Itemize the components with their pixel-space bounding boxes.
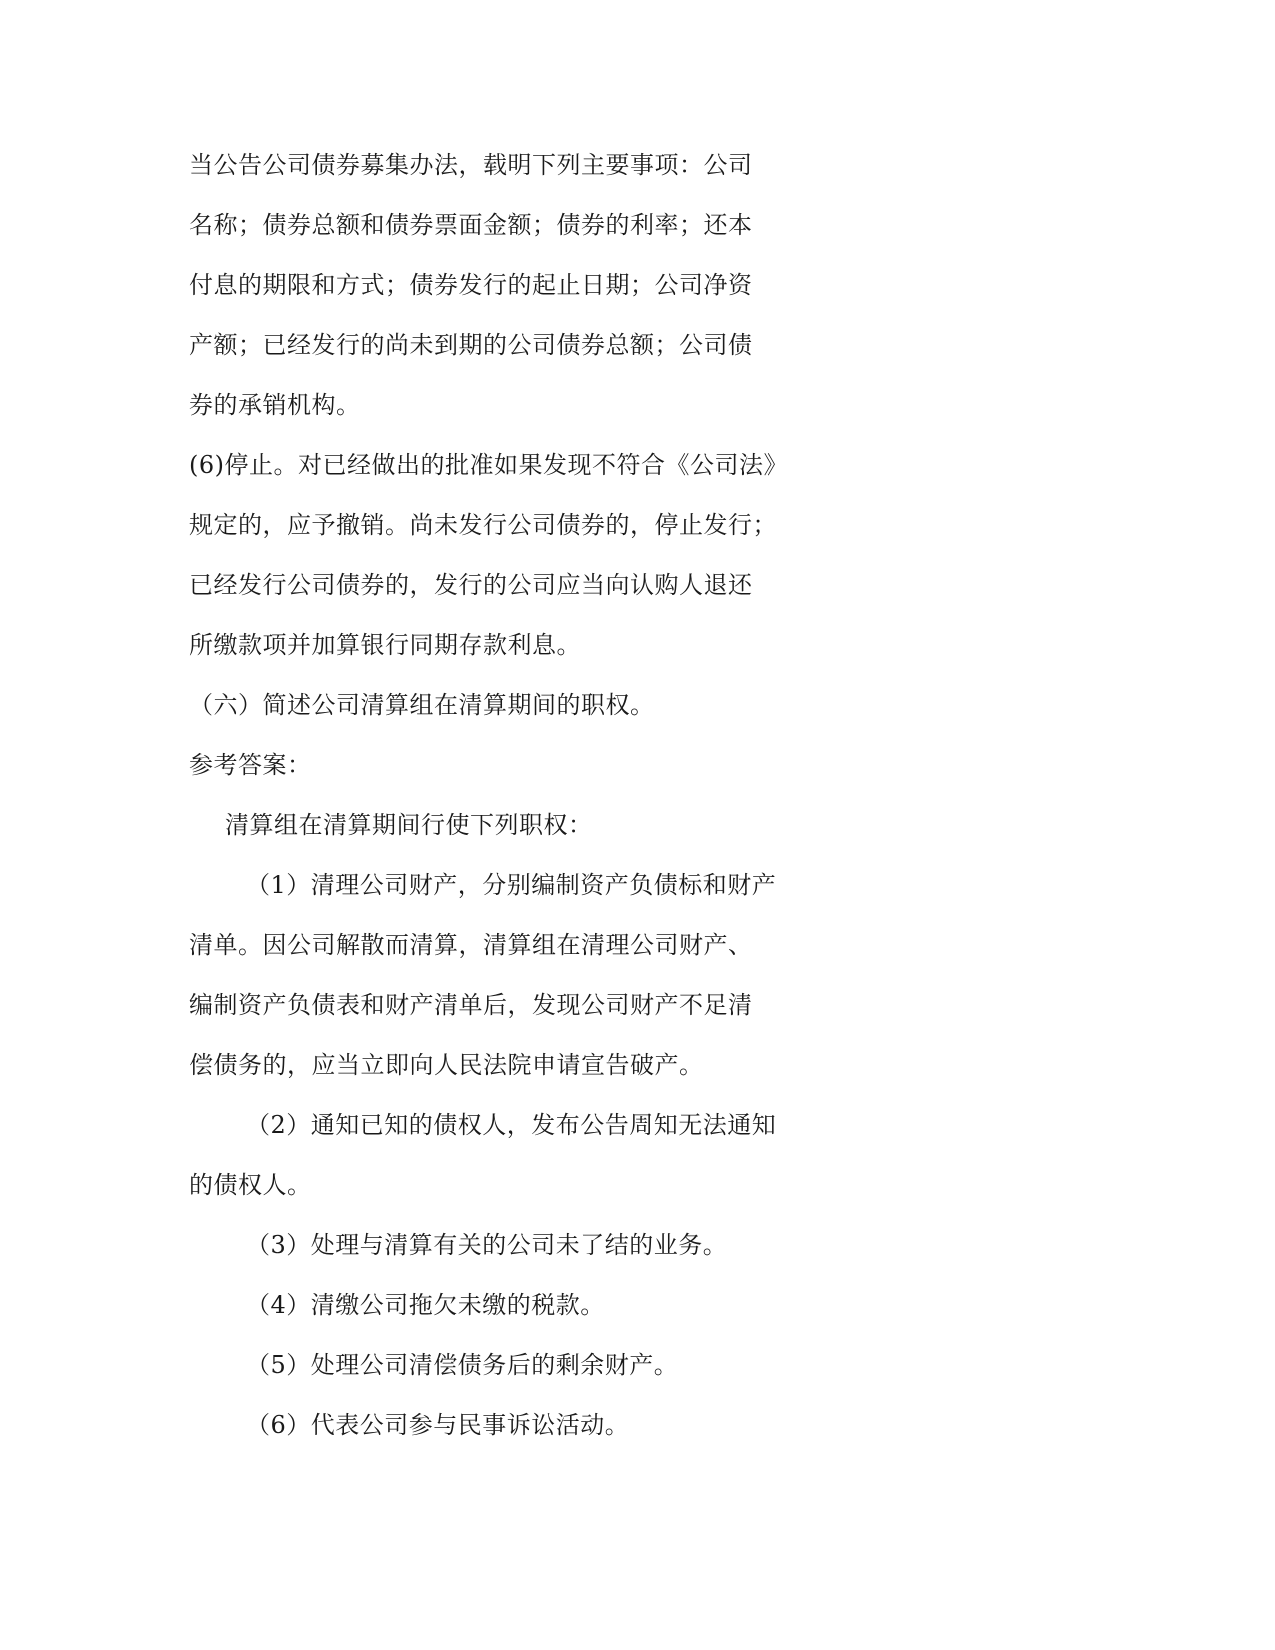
text-line: 产额；已经发行的尚未到期的公司债券总额；公司债 <box>189 331 753 359</box>
text-line: 清算组在清算期间行使下列职权： <box>225 811 593 839</box>
text-line: 规定的，应予撤销。尚未发行公司债券的，停止发行； <box>189 511 777 539</box>
answer-label: 参考答案： <box>189 751 312 779</box>
text-line: 名称；债券总额和债券票面金额；债券的利率；还本 <box>189 211 753 239</box>
list-item: （5）处理公司清偿债务后的剩余财产。 <box>246 1351 679 1379</box>
text-line: 券的承销机构。 <box>189 391 361 419</box>
text-line: 编制资产负债表和财产清单后，发现公司财产不足清 <box>189 991 753 1019</box>
list-item: （1）清理公司财产，分别编制资产负债标和财产 <box>246 871 777 899</box>
text-line: 当公告公司债券募集办法，载明下列主要事项：公司 <box>189 151 753 179</box>
text-line: 已经发行公司债券的，发行的公司应当向认购人退还 <box>189 571 753 599</box>
list-item: （6）代表公司参与民事诉讼活动。 <box>246 1411 630 1439</box>
text-line: 的债权人。 <box>189 1171 312 1199</box>
list-item: （4）清缴公司拖欠未缴的税款。 <box>246 1291 605 1319</box>
list-item: （2）通知已知的债权人，发布公告周知无法通知 <box>246 1111 777 1139</box>
section-heading: （六）简述公司清算组在清算期间的职权。 <box>189 691 655 719</box>
text-line: 付息的期限和方式；债券发行的起止日期；公司净资 <box>189 271 753 299</box>
text-line: 清单。因公司解散而清算，清算组在清理公司财产、 <box>189 931 753 959</box>
text-line: 所缴款项并加算银行同期存款利息。 <box>189 631 581 659</box>
text-line: (6)停止。对已经做出的批准如果发现不符合《公司法》 <box>189 451 788 479</box>
list-item: （3）处理与清算有关的公司未了结的业务。 <box>246 1231 728 1259</box>
text-line: 偿债务的，应当立即向人民法院申请宣告破产。 <box>189 1051 704 1079</box>
